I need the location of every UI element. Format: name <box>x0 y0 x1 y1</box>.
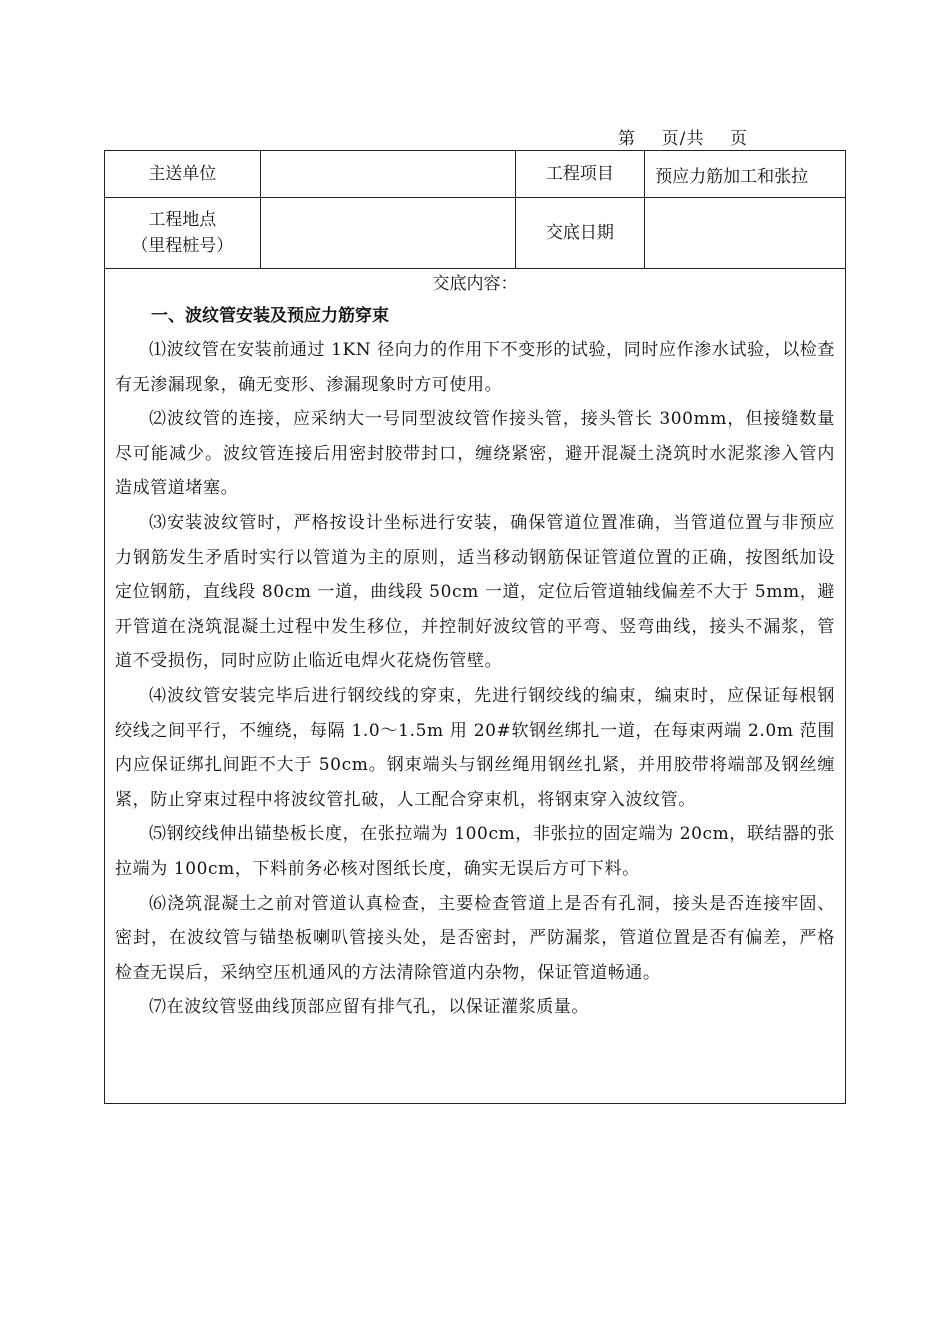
table-row <box>105 269 846 1104</box>
paragraph-4: ⑷波纹管安装完毕后进行钢绞线的穿束，先进行钢绞线的编束，编束时，应保证每根钢绞线之间平行，不缠绕，每隔 1.0～1.5m 用 20#软钢丝绑扎一道，在每束两端 2.0m 范围内应保证绑扎间距不大于 50cm。钢束端头与钢丝绳用钢丝扎紧，并用胶带将端部及钢丝缠紧，防止穿束过程中将波纹管扎破，人工配合穿束机，将钢束穿入波纹管。 <box>115 685 835 810</box>
paragraph-2: ⑵波纹管的连接，应采纳大一号同型波纹管作接头管，接头管长 300mm，但接缝数量尽可能减少。波纹管连接后用密封胶带封口，缠绕紧密，避开混凝土浇筑时水泥浆渗入管内造成管道堵塞。 <box>115 409 835 499</box>
date-label: 交底日期 <box>515 198 645 269</box>
project-label: 工程项目 <box>515 151 645 198</box>
location-label-line1: 工程地点 <box>148 210 217 230</box>
location-label <box>105 198 261 269</box>
location-label-line2: （里程桩号） <box>131 236 234 256</box>
sender-label: 主送单位 <box>105 151 261 198</box>
location-value <box>260 198 515 269</box>
disclosure-table <box>104 150 846 1104</box>
table-row <box>105 151 846 198</box>
paragraph-1: ⑴波纹管在安装前通过 1KN 径向力的作用下不变形的试验，同时应作渗水试验，以检查有无渗漏现象，确无变形、渗漏现象时方可使用。 <box>115 340 835 395</box>
content-title: 交底内容： <box>432 274 518 294</box>
content-cell <box>105 269 846 1104</box>
table-row <box>105 198 846 269</box>
page-number: 第 页/共 页 <box>618 129 748 149</box>
section-heading: 一、波纹管安装及预应力筋穿束 <box>151 306 389 326</box>
sender-value <box>260 151 515 198</box>
paragraph-3: ⑶安装波纹管时，严格按设计坐标进行安装，确保管道位置准确，当管道位置与非预应力钢筋发生矛盾时实行以管道为主的原则，适当移动钢筋保证管道位置的正确，按图纸加设定位钢筋，直线段 80cm 一道，曲线段 50cm 一道，定位后管道轴线偏差不大于 5mm，避开管道在浇筑混凝土过程中发生移位，并控制好波纹管的平弯、竖弯曲线，接头不漏浆，管道不受损伤，同时应防止临近电焊火花烧伤管壁。 <box>115 512 835 672</box>
paragraph-7: ⑺在波纹管竖曲线顶部应留有排气孔，以保证灌浆质量。 <box>149 997 589 1018</box>
date-value <box>645 198 846 269</box>
paragraph-5: ⑸钢绞线伸出锚垫板长度，在张拉端为 100cm，非张拉的固定端为 20cm，联结器的张拉端为 100cm，下料前务必核对图纸长度，确实无误后方可下料。 <box>115 824 835 879</box>
project-value: 预应力筋加工和张拉 <box>645 151 846 198</box>
paragraph-6: ⑹浇筑混凝土之前对管道认真检查，主要检查管道上是否有孔洞，接头是否连接牢固、密封，在波纹管与锚垫板喇叭管接头处，是否密封，严防漏浆，管道位置是否有偏差，严格检查无误后，采纳空压机通风的方法清除管道内杂物，保证管道畅通。 <box>115 893 835 983</box>
